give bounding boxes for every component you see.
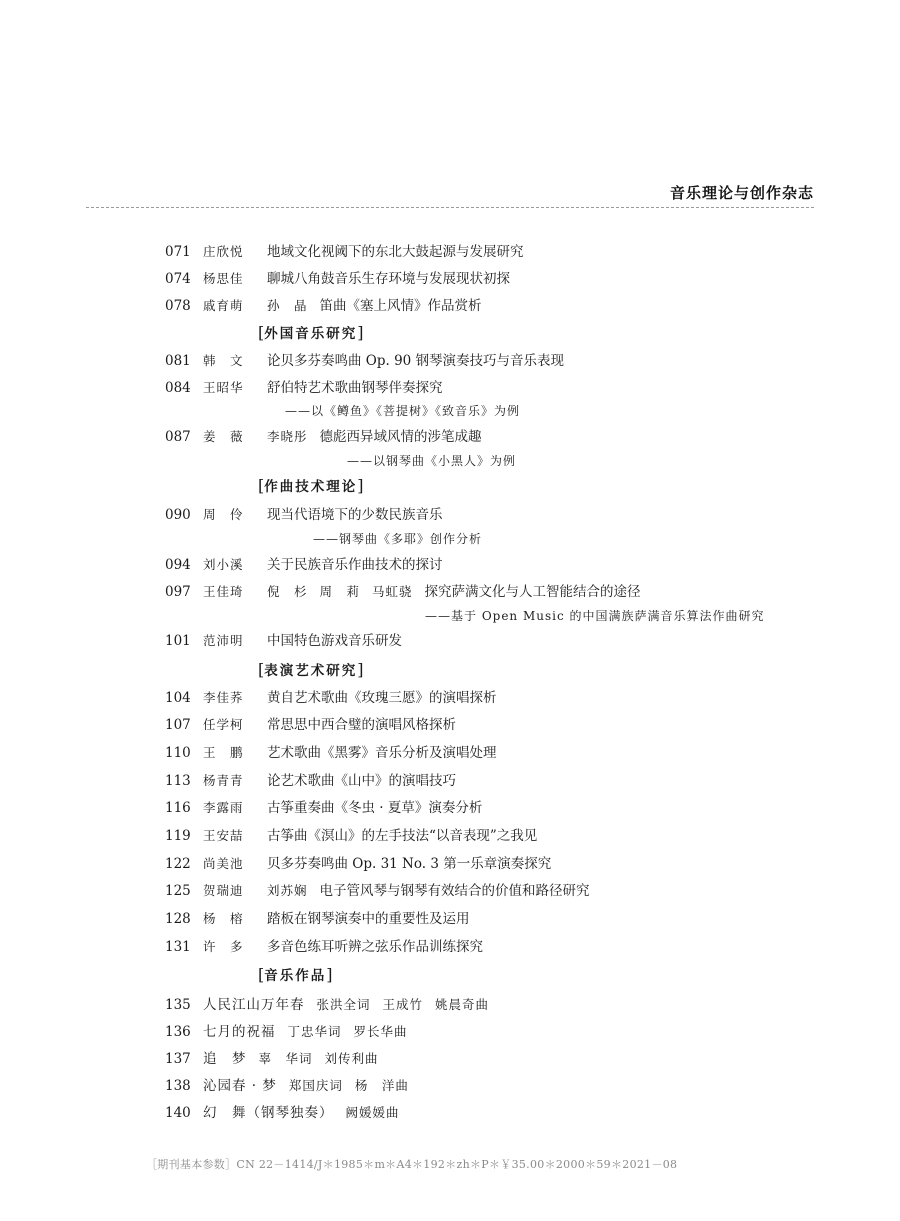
section-title: 作曲技术理论 (264, 479, 358, 495)
page-number: 122 (165, 856, 191, 872)
article-title: 论艺术歌曲《山中》的演唱技巧 (267, 773, 456, 789)
section-heading (258, 658, 364, 682)
page-number: 074 (165, 271, 191, 287)
section-heading (258, 474, 364, 498)
author-name: 任学柯 (203, 717, 244, 732)
article-title: 探究萨满文化与人工智能结合的途径 (424, 584, 641, 600)
article-entry[interactable] (165, 713, 456, 737)
work-credit: 辜 华词 (258, 1051, 313, 1066)
article-subtitle: ——以钢琴曲《小黑人》为例 (347, 454, 517, 468)
article-title: 聊城八角鼓音乐生存环境与发展现状初探 (267, 271, 510, 287)
page-number: 137 (165, 1051, 191, 1067)
article-entry[interactable] (165, 294, 482, 318)
author-name: 周 伶 (203, 507, 244, 522)
bracket-right: ] (357, 476, 364, 495)
article-subtitle: ——以《鳟鱼》《菩提树》《致音乐》为例 (285, 404, 521, 418)
article-title: 古筝曲《溟山》的左手技法“以音表现”之我见 (267, 828, 538, 844)
article-entry[interactable] (165, 503, 443, 527)
author-name: 刘苏娴 (267, 883, 308, 898)
page-number: 094 (165, 557, 191, 573)
music-work-entry[interactable] (165, 1047, 391, 1071)
work-credit: 王成竹 (382, 997, 424, 1012)
article-title: 多音色练耳听辨之弦乐作品训练探究 (267, 939, 483, 955)
page-number: 116 (165, 800, 191, 816)
article-entry[interactable] (165, 349, 564, 373)
article-entry[interactable] (165, 907, 470, 931)
music-work-entry[interactable] (165, 993, 501, 1017)
bracket-left: [ (258, 660, 265, 679)
author-name: 姜 薇 (203, 429, 244, 444)
work-credit: 罗长华曲 (353, 1024, 408, 1039)
author-name: 杨 榕 (203, 911, 244, 926)
page-number: 113 (165, 773, 191, 789)
article-entry[interactable] (165, 425, 482, 449)
article-title: 现当代语境下的少数民族音乐 (267, 507, 443, 523)
work-title: 七月的祝福 (203, 1024, 276, 1040)
work-title: 人民江山万年春 (203, 997, 305, 1013)
bracket-right: ] (357, 660, 364, 679)
author-name: 许 多 (203, 939, 244, 954)
work-credit: 丁忠华词 (287, 1024, 342, 1039)
author-name: 杨思佳 (203, 271, 244, 286)
article-entry[interactable] (165, 240, 524, 264)
article-entry[interactable] (165, 741, 497, 765)
page-number: 081 (165, 353, 191, 369)
page-number: 071 (165, 244, 191, 260)
author-name: 马虹骁 (372, 584, 413, 599)
journal-parameters-footer: ［期刊基本参数］CN 22－1414/J＊1985＊m＊A4＊192＊zh＊P＊￥35.00＊2000＊59＊2021－08 (146, 1158, 678, 1171)
article-entry[interactable] (165, 824, 537, 848)
article-entry[interactable] (165, 629, 402, 653)
author-name: 李晓彤 (267, 429, 308, 444)
section-title: 外国音乐研究 (264, 326, 358, 342)
work-title: 追 梦 (203, 1051, 247, 1067)
author-name: 孙 晶 (267, 298, 308, 313)
article-title: 关于民族音乐作曲技术的探讨 (267, 557, 443, 573)
author-name: 倪 杉 (267, 584, 308, 599)
page-number: 136 (165, 1024, 191, 1040)
bracket-right: ] (357, 323, 364, 342)
article-title: 常思思中西合璧的演唱风格探析 (267, 717, 456, 733)
article-title: 踏板在钢琴演奏中的重要性及运用 (267, 911, 470, 927)
work-credit: 阙媛媛曲 (345, 1105, 400, 1120)
section-title: 表演艺术研究 (264, 663, 358, 679)
article-title: 电子管风琴与钢琴有效结合的价值和路径研究 (319, 883, 590, 899)
author-name: 王 鹏 (203, 745, 244, 760)
article-title: 黄自艺术歌曲《玫瑰三愿》的演唱探析 (267, 690, 497, 706)
page-number: 140 (165, 1105, 191, 1121)
page-number: 107 (165, 717, 191, 733)
section-heading (258, 321, 364, 345)
page-number: 119 (165, 828, 191, 844)
section-title: 音乐作品 (264, 968, 327, 984)
page-number: 110 (165, 745, 191, 761)
page-number: 135 (165, 997, 191, 1013)
author-name: 李露雨 (203, 800, 244, 815)
work-credit: 郑国庆词 (288, 1078, 343, 1093)
author-name: 杨青青 (203, 773, 244, 788)
page-number: 125 (165, 883, 191, 899)
author-name: 李佳荞 (203, 690, 244, 705)
page-number: 128 (165, 911, 191, 927)
bracket-left: [ (258, 323, 265, 342)
header-rule (86, 207, 814, 208)
author-name: 王佳琦 (203, 584, 244, 599)
bracket-left: [ (258, 965, 265, 984)
author-name: 尚美池 (203, 856, 244, 871)
article-title: 中国特色游戏音乐研发 (267, 633, 402, 649)
article-subtitle: ——基于 Open Music 的中国满族萨满音乐算法作曲研究 (425, 609, 765, 623)
author-name: 戚育萌 (203, 298, 244, 313)
page-number: 087 (165, 429, 191, 445)
article-title: 艺术歌曲《黑雾》音乐分析及演唱处理 (267, 745, 497, 761)
bracket-left: [ (258, 476, 265, 495)
work-title: 沁园春 · 梦 (203, 1078, 277, 1094)
article-title: 地域文化视阈下的东北大鼓起源与发展研究 (267, 244, 524, 260)
work-credit: 张洪全词 (316, 997, 371, 1012)
article-entry[interactable] (165, 796, 482, 820)
author-name: 贺瑞迪 (203, 883, 244, 898)
work-credit: 刘传利曲 (324, 1051, 379, 1066)
work-credit: 姚晨奇曲 (435, 997, 490, 1012)
bracket-right: ] (326, 965, 333, 984)
page-number: 084 (165, 380, 191, 396)
journal-title: 音乐理论与创作杂志 (669, 184, 814, 202)
article-title: 贝多芬奏鸣曲 Op. 31 No. 3 第一乐章演奏探究 (267, 856, 552, 872)
page-number: 138 (165, 1078, 191, 1094)
music-work-entry[interactable] (165, 1020, 420, 1044)
author-name: 韩 文 (203, 353, 244, 368)
article-subtitle: ——钢琴曲《多耶》创作分析 (313, 532, 483, 546)
author-name: 刘小溪 (203, 557, 244, 572)
music-work-entry[interactable] (165, 1101, 412, 1125)
article-entry[interactable] (165, 686, 497, 710)
page-number: 078 (165, 298, 191, 314)
article-title: 论贝多芬奏鸣曲 Op. 90 钢琴演奏技巧与音乐表现 (267, 353, 565, 369)
page-number: 090 (165, 507, 191, 523)
article-entry[interactable] (165, 376, 443, 400)
music-work-entry[interactable] (165, 1074, 421, 1098)
article-entry[interactable] (165, 852, 551, 876)
page-number: 131 (165, 939, 191, 955)
author-name: 王昭华 (203, 380, 244, 395)
section-heading (258, 963, 333, 987)
article-title: 舒伯特艺术歌曲钢琴伴奏探究 (267, 380, 443, 396)
work-title: 幻 舞（钢琴独奏） (203, 1105, 334, 1121)
article-entry[interactable] (165, 879, 590, 903)
article-entry[interactable] (165, 769, 456, 793)
page-number: 097 (165, 584, 191, 600)
author-name: 庄欣悦 (203, 244, 244, 259)
work-credit: 杨 洋曲 (354, 1078, 409, 1093)
article-entry[interactable] (165, 553, 443, 577)
article-entry[interactable] (165, 580, 641, 604)
page-number: 101 (165, 633, 191, 649)
article-title: 古筝重奏曲《冬虫 · 夏草》演奏分析 (267, 800, 483, 816)
page-number: 104 (165, 690, 191, 706)
article-entry[interactable] (165, 267, 510, 291)
author-name: 王安喆 (203, 828, 244, 843)
article-entry[interactable] (165, 935, 483, 959)
author-name: 范沛明 (203, 633, 244, 648)
article-title: 德彪西异域风情的涉笔成趣 (319, 429, 482, 445)
article-title: 笛曲《塞上风情》作品赏析 (319, 298, 482, 314)
author-name: 周 莉 (319, 584, 361, 599)
